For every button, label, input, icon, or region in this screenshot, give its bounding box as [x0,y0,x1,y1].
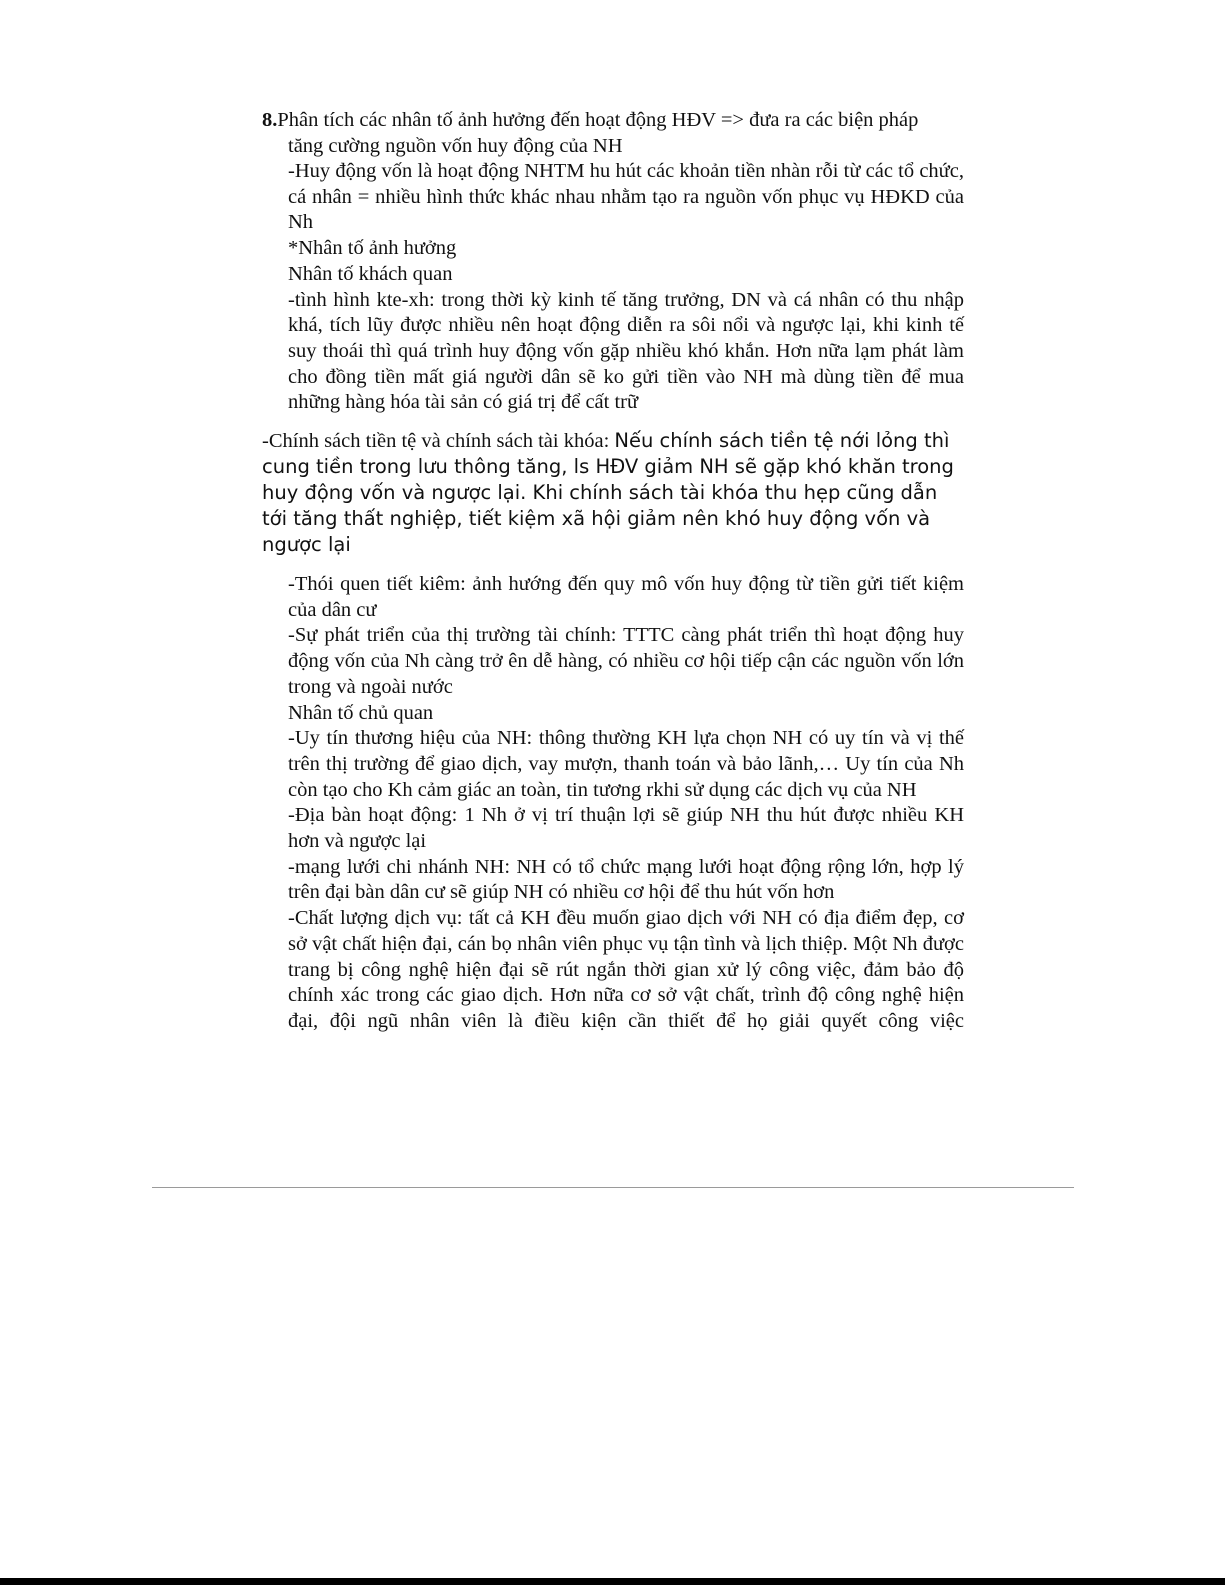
paragraph-policy [262,428,962,558]
section-objective-factors [288,159,964,416]
objective-factors-title: Nhân tố khách quan [288,262,453,285]
policy-label: -Chính sách tiền tệ và chính sách tài khóa: [262,430,615,452]
subjective-factors-title: Nhân tố chủ quan [288,701,434,724]
paragraph-financial-market: -Sự phát triển của thị trường tài chính: TTTC càng phát triển thì hoạt động huy động vốn của Nh càng trở ên dễ hàng, có nhiều cơ hội tiếp cận các nguồn vốn lớn trong và ngoài nước [288,624,964,698]
question-number: 8. [262,109,278,131]
paragraph-definition: -Huy động vốn là hoạt động NHTM hu hút các khoản tiền nhàn rỗi từ các tổ chức, cá nhân = nhiều hình thức khác nhau nhằm tạo ra nguồn vốn phục vụ HĐKD của Nh [288,160,964,234]
policy-text: Nếu chính sách tiền tệ nới lỏng thì cung tiền trong lưu thông tăng, ls HĐV giảm NH sẽ gặp khó khăn trong huy động vốn và ngược lại. Khi chính sách tài khóa thu hẹp cũng dẫn tới tăng thất nghiệp, tiết kiệm xã hội giảm nên khó huy động vốn và ngược lại [262,429,954,556]
heading-line-2: tăng cường nguồn vốn huy động của NH [288,134,623,157]
heading-line-1 [262,108,962,134]
paragraph-economic-situation: -tình hình kte-xh: trong thời kỳ kinh tế tăng trưởng, DN và cá nhân có thu nhập khá, tích lũy được nhiều nên hoạt động diễn ra sôi nổi và ngược lại, khi kinh tế suy thoái thì quá trình huy động vốn gặp nhiều khó khắn. Hơn nữa lạm phát làm cho đồng tiền mất giá người dân sẽ ko gửi tiền vào NH mà dùng tiền để mua những hàng hóa tài sản có giá trị để cất trữ [288,288,964,414]
bottom-edge-bar [0,1578,1225,1585]
paragraph-brand: -Uy tín thương hiệu của NH: thông thường KH lựa chọn NH có uy tín và vị thế trên thị trường để giao dịch, vay mượn, thanh toán và bảo lãnh,… Uy tín của Nh còn tạo cho Kh cảm giác an toàn, tin tương rkhi sử dụng các dịch vụ của NH [288,727,964,801]
paragraph-service-quality: -Chất lượng dịch vụ: tất cả KH đều muốn giao dịch với NH có địa điểm đẹp, cơ sở vật chất hiện đại, cán bọ nhân viên phục vụ tận tình và lịch thiệp. Một Nh được trang bị công nghệ hiện đại sẽ rút ngắn thời gian xử lý công việc, đảm bảo độ chính xác trong các giao dịch. Hơn nữa cơ sở vật chất, trình độ công nghệ hiện đại, đội ngũ nhân viên là điều kiện cần thiết để họ giải quyết công việc [288,907,964,1032]
factors-title: *Nhân tố ảnh hưởng [288,237,457,260]
paragraph-network: -mạng lưới chi nhánh NH: NH có tổ chức mạng lưới hoạt động rộng lớn, hợp lý trên đại bàn dân cư sẽ giúp NH có nhiều cơ hội để thu hút vốn hơn [288,855,964,904]
page-separator-line [152,1187,1074,1188]
paragraph-location: -Địa bàn hoạt động: 1 Nh ở vị trí thuận lợi sẽ giúp NH thu hút được nhiều KH hơn và ngược lại [288,804,964,853]
section-subjective-factors [288,572,964,1035]
heading-text-1: Phân tích các nhân tố ảnh hưởng đến hoạt động HĐV => đưa ra các biện pháp [277,109,919,131]
paragraph-saving-habit: -Thói quen tiết kiêm: ảnh hướng đến quy mô vốn huy động từ tiền gửi tiết kiệm của dân cư [288,573,964,621]
question-heading [262,108,962,159]
